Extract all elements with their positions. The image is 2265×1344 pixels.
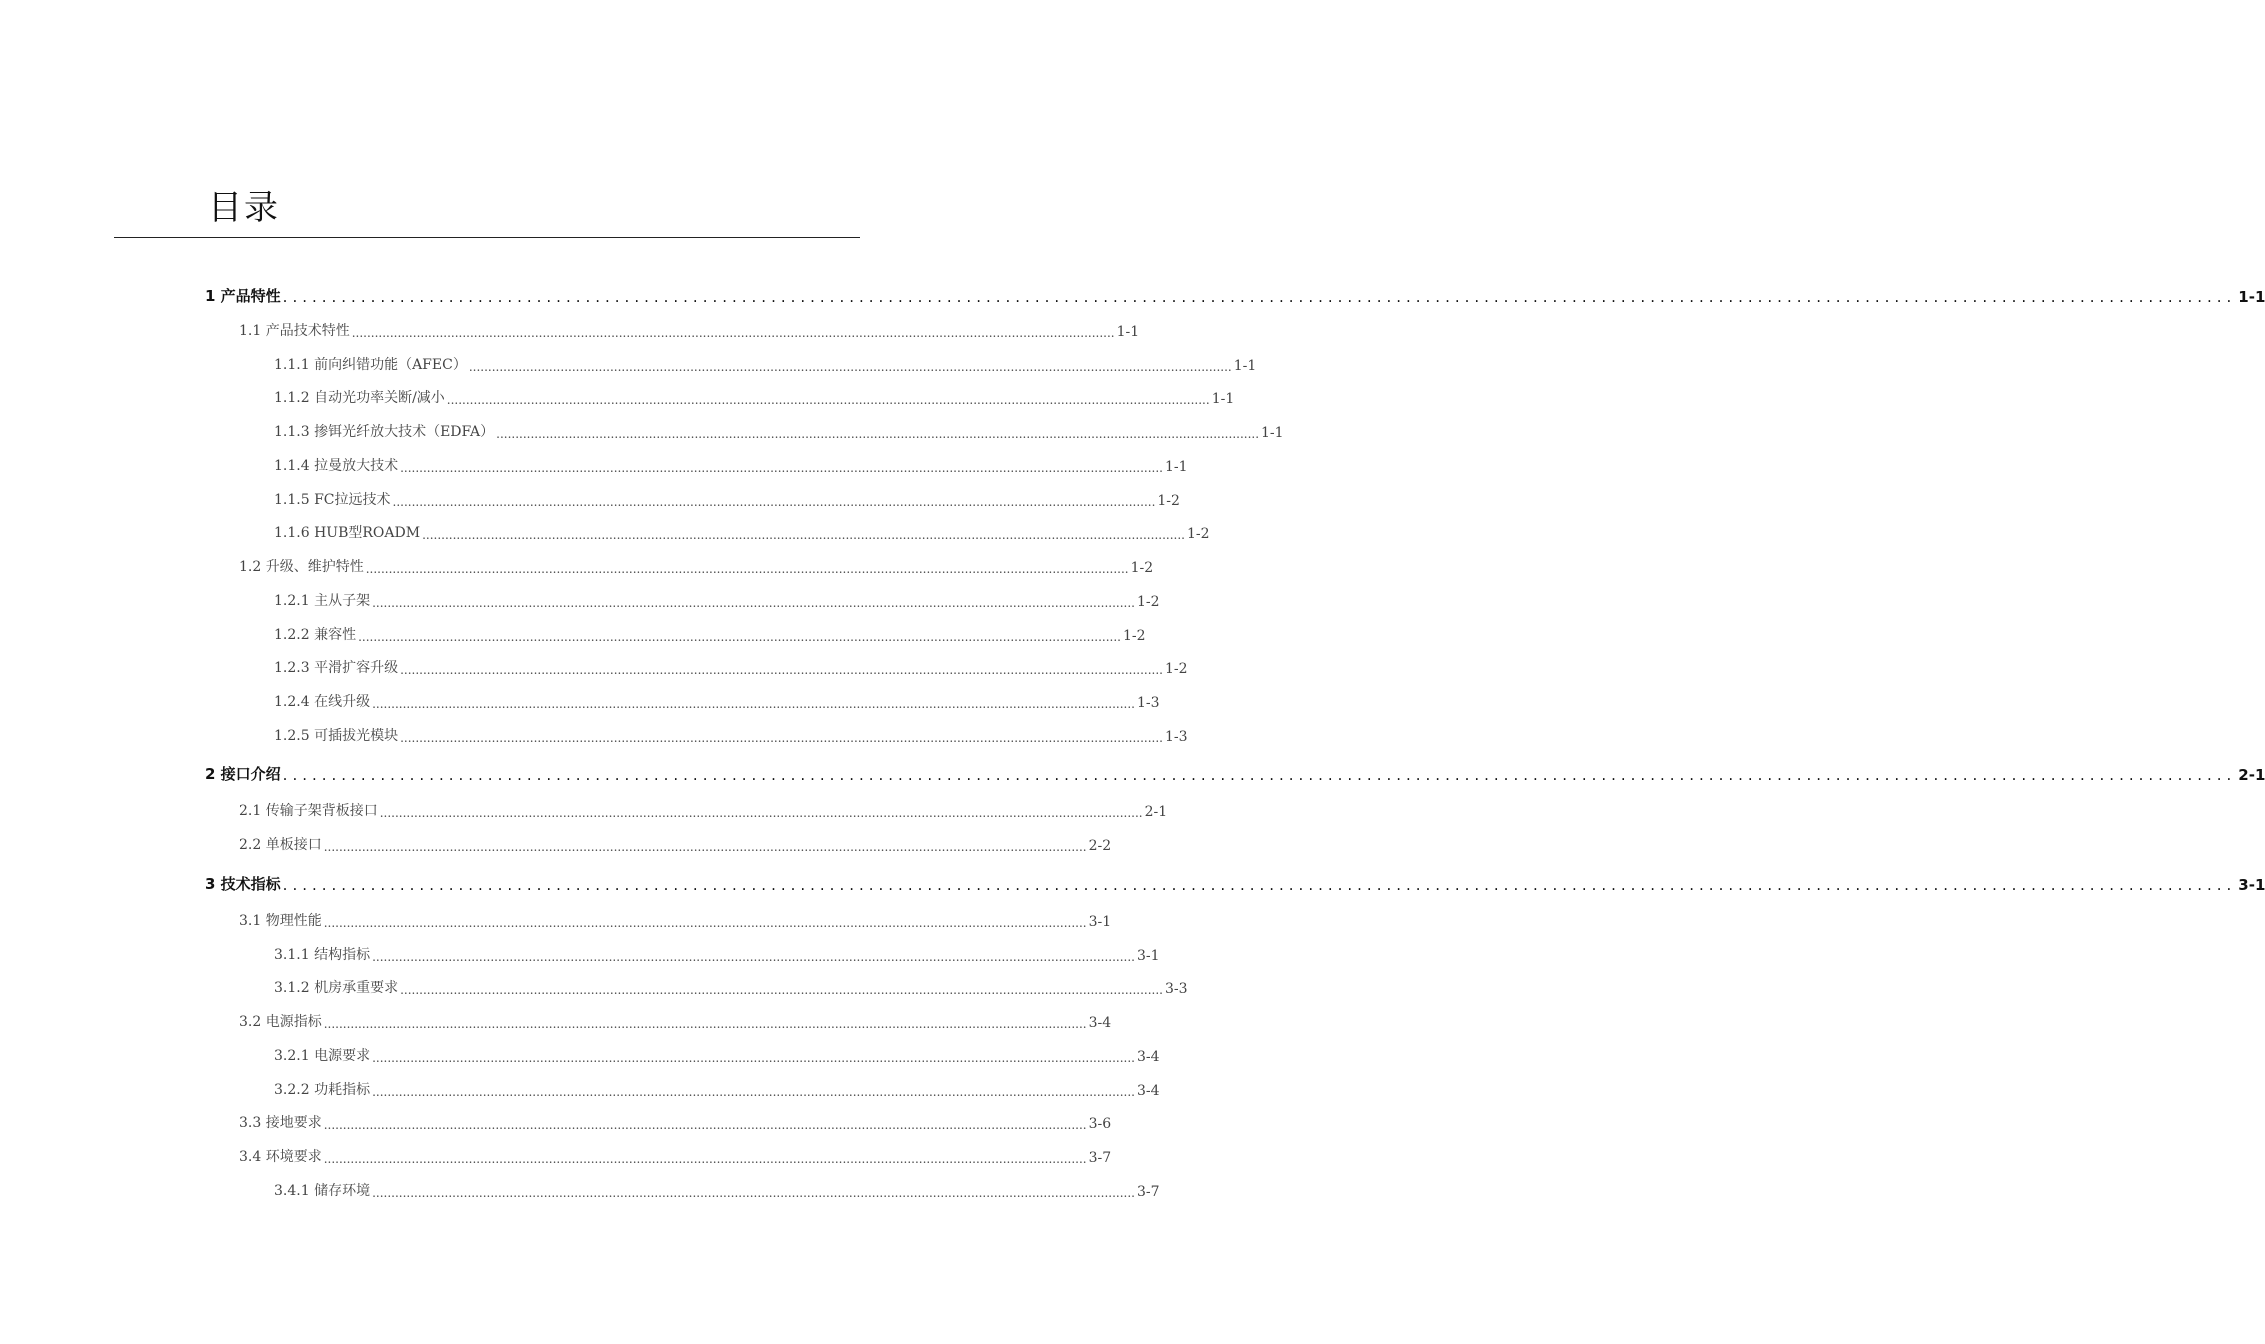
toc-entry-level3[interactable] bbox=[274, 1073, 1160, 1099]
toc-entry-level3[interactable] bbox=[274, 971, 1188, 997]
toc-entry-level1[interactable] bbox=[205, 868, 2265, 894]
toc-entry-level3[interactable] bbox=[274, 348, 1257, 374]
dot-leader: ........................................................................................................................................................................................................ bbox=[372, 1085, 1135, 1099]
toc-entry-label: 3.2 电源指标 bbox=[239, 1014, 322, 1030]
toc-entry-page-number: 1-3 bbox=[1164, 729, 1188, 745]
toc-entry-page-number: 3-7 bbox=[1136, 1184, 1160, 1200]
toc-entry-page-number: 1-2 bbox=[1122, 628, 1146, 644]
toc-entry-level3[interactable] bbox=[274, 584, 1160, 610]
toc-entry-label: 3.3 接地要求 bbox=[239, 1115, 322, 1131]
dot-leader: ........................................................................................................................................................................................................ bbox=[468, 360, 1232, 374]
toc-entry-page-number: 3-1 bbox=[1088, 914, 1112, 930]
toc-entry-label: 3.1 物理性能 bbox=[239, 913, 322, 929]
toc-entry-page-number: 1-1 bbox=[1116, 324, 1140, 340]
toc-entry-page-number: 3-1 bbox=[2238, 876, 2265, 894]
toc-entry-label: 3.4 环境要求 bbox=[239, 1149, 322, 1165]
toc-entry-label: 1.1.2 自动光功率关断/减小 bbox=[274, 390, 445, 406]
toc-entry-label: 3.1.2 机房承重要求 bbox=[274, 980, 399, 996]
toc-entry-page-number: 2-1 bbox=[1144, 804, 1168, 820]
toc-entry-level2[interactable] bbox=[239, 904, 1112, 930]
dot-leader: ........................................................................................................................................................................................................ bbox=[372, 596, 1135, 610]
dot-leader: ........................................................................................................................................................................................................ bbox=[323, 1152, 1087, 1166]
toc-entry-level2[interactable] bbox=[239, 828, 1112, 854]
toc-entry-page-number: 3-4 bbox=[1136, 1049, 1160, 1065]
toc-entry-level3[interactable] bbox=[274, 719, 1188, 745]
toc-entry-label: 3.4.1 储存环境 bbox=[274, 1183, 371, 1199]
dot-leader: ........................................................................................................................................................................................................ bbox=[372, 950, 1135, 964]
toc-entry-level3[interactable] bbox=[274, 1039, 1160, 1065]
toc-entry-label: 1.2 升级、维护特性 bbox=[239, 559, 364, 575]
toc-entry-label: 1.1.4 拉曼放大技术 bbox=[274, 458, 399, 474]
dot-leader: ........................................................................................................................................................................................................ bbox=[351, 326, 1115, 340]
toc-entry-label: 1.1 产品技术特性 bbox=[239, 323, 350, 339]
toc-entry-label: 1.1.1 前向纠错功能（AFEC） bbox=[274, 357, 467, 373]
dot-leader: ........................................................................................................................................................................................................ bbox=[392, 495, 1156, 509]
toc-entry-page-number: 3-7 bbox=[1088, 1150, 1112, 1166]
toc-entry-level3[interactable] bbox=[274, 516, 1210, 542]
toc-entry-page-number: 1-2 bbox=[1157, 493, 1180, 509]
toc-entry-page-number: 1-1 bbox=[2238, 288, 2265, 306]
toc-entry-page-number: 1-1 bbox=[1164, 459, 1188, 475]
dot-leader: ........................................................................................................................................................................................................ bbox=[323, 840, 1087, 854]
dot-leader: ........................................................................................................................................................................................................ bbox=[323, 1017, 1087, 1031]
dot-leader: ........................................................................................................................................................................................................ bbox=[400, 663, 1163, 677]
toc-entry-level1[interactable] bbox=[205, 280, 2265, 306]
dot-leader: ........................................................................................................................................................................................................ bbox=[400, 983, 1163, 997]
toc-entry-level3[interactable] bbox=[274, 938, 1160, 964]
toc-entry-level2[interactable] bbox=[239, 1140, 1112, 1166]
toc-entry-level3[interactable] bbox=[274, 381, 1235, 407]
toc-entry-page-number: 1-2 bbox=[1130, 560, 1154, 576]
toc-entry-label: 2 接口介绍 bbox=[205, 765, 281, 783]
dot-leader: ........................................................................................................................................................................................................ bbox=[365, 562, 1129, 576]
toc-entry-level3[interactable] bbox=[274, 685, 1160, 711]
toc-entry-page-number: 1-2 bbox=[1136, 594, 1160, 610]
dot-leader: ........................................................................................................................................................................................................ bbox=[379, 806, 1143, 820]
toc-entry-label: 1.2.4 在线升级 bbox=[274, 694, 371, 710]
toc-entry-label: 3.2.1 电源要求 bbox=[274, 1048, 371, 1064]
toc-entry-page-number: 1-2 bbox=[1164, 661, 1188, 677]
toc-entry-page-number: 1-2 bbox=[1186, 526, 1210, 542]
toc-entry-level3[interactable] bbox=[274, 1174, 1160, 1200]
toc-entry-page-number: 1-1 bbox=[1233, 358, 1257, 374]
dot-leader: ........................................................................................................................................................................................................ bbox=[446, 393, 1210, 407]
dot-leader: ........................................................................................................................................................................................................ bbox=[422, 528, 1185, 542]
dot-leader: ........................................................................................................................................................................................................ bbox=[282, 876, 2237, 894]
toc-entry-page-number: 3-4 bbox=[1136, 1083, 1160, 1099]
dot-leader: ........................................................................................................................................................................................................ bbox=[400, 731, 1163, 745]
toc-entry-label: 2.1 传输子架背板接口 bbox=[239, 803, 378, 819]
dot-leader: ........................................................................................................................................................................................................ bbox=[372, 1051, 1135, 1065]
toc-entry-page-number: 2-1 bbox=[2238, 766, 2265, 784]
toc-entry-level3[interactable] bbox=[274, 449, 1188, 475]
toc-entry-page-number: 3-4 bbox=[1088, 1015, 1112, 1031]
toc-entry-level2[interactable] bbox=[239, 550, 1154, 576]
toc-entry-level3[interactable] bbox=[274, 483, 1180, 509]
toc-entry-label: 1 产品特性 bbox=[205, 287, 281, 305]
toc-entry-level3[interactable] bbox=[274, 651, 1188, 677]
toc-entry-page-number: 1-1 bbox=[1261, 425, 1284, 441]
toc-entry-level3[interactable] bbox=[274, 618, 1146, 644]
toc-entry-level2[interactable] bbox=[239, 1005, 1112, 1031]
dot-leader: ........................................................................................................................................................................................................ bbox=[282, 288, 2237, 306]
toc-entry-page-number: 2-2 bbox=[1088, 838, 1112, 854]
toc-entry-label: 1.2.5 可插拔光模块 bbox=[274, 728, 399, 744]
toc-entry-page-number: 1-3 bbox=[1136, 695, 1160, 711]
toc-entry-label: 2.2 单板接口 bbox=[239, 837, 322, 853]
toc-entry-label: 1.1.3 掺铒光纤放大技术（EDFA） bbox=[274, 424, 495, 440]
toc-entry-label: 1.2.3 平滑扩容升级 bbox=[274, 660, 399, 676]
dot-leader: ........................................................................................................................................................................................................ bbox=[372, 697, 1135, 711]
toc-entry-page-number: 3-6 bbox=[1088, 1116, 1112, 1132]
toc-entry-level2[interactable] bbox=[239, 1106, 1112, 1132]
toc-entry-level2[interactable] bbox=[239, 314, 1140, 340]
toc-entry-label: 1.1.6 HUB型ROADM bbox=[274, 525, 421, 541]
dot-leader: ........................................................................................................................................................................................................ bbox=[323, 1118, 1087, 1132]
toc-entry-label: 1.2.2 兼容性 bbox=[274, 627, 357, 643]
toc-entry-label: 3.2.2 功耗指标 bbox=[274, 1082, 371, 1098]
dot-leader: ........................................................................................................................................................................................................ bbox=[282, 766, 2237, 784]
dot-leader: ........................................................................................................................................................................................................ bbox=[358, 630, 1121, 644]
dot-leader: ........................................................................................................................................................................................................ bbox=[496, 427, 1260, 441]
toc-entry-label: 3 技术指标 bbox=[205, 875, 281, 893]
dot-leader: ........................................................................................................................................................................................................ bbox=[323, 916, 1087, 930]
toc-entry-level3[interactable] bbox=[274, 415, 1284, 441]
dot-leader: ........................................................................................................................................................................................................ bbox=[372, 1186, 1135, 1200]
toc-entry-label: 3.1.1 结构指标 bbox=[274, 947, 371, 963]
dot-leader: ........................................................................................................................................................................................................ bbox=[400, 461, 1163, 475]
page-title: 目录 bbox=[208, 188, 280, 228]
toc-entry-label: 1.1.5 FC拉远技术 bbox=[274, 492, 391, 508]
toc-entry-page-number: 3-1 bbox=[1136, 948, 1160, 964]
toc-entry-level2[interactable] bbox=[239, 794, 1168, 820]
toc-entry-label: 1.2.1 主从子架 bbox=[274, 593, 371, 609]
toc-entry-page-number: 3-3 bbox=[1164, 981, 1188, 997]
toc-entry-level1[interactable] bbox=[205, 758, 2265, 784]
toc-entry-page-number: 1-1 bbox=[1211, 391, 1235, 407]
